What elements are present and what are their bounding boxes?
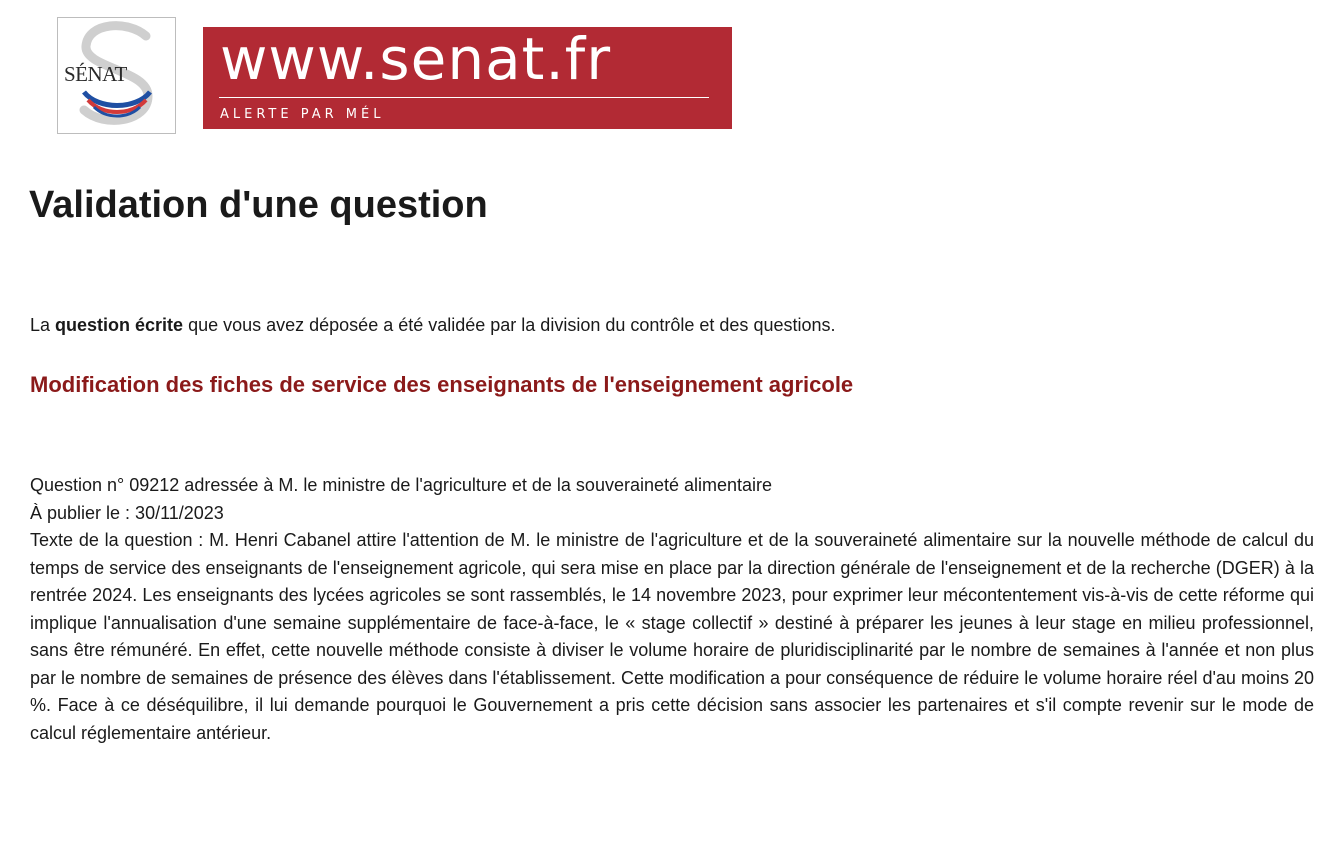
page-title: Validation d'une question	[29, 184, 488, 226]
intro-after: que vous avez déposée a été validée par la division du contrôle et des questions.	[183, 315, 836, 335]
question-number-line: Question n° 09212 adressée à M. le ministre de l'agriculture et de la souveraineté alimentaire	[30, 475, 773, 495]
question-text: Texte de la question : M. Henri Cabanel attire l'attention de M. le ministre de l'agriculture et de la souveraineté alimentaire sur la nouvelle méthode de calcul du temps de service des enseignants de l'enseignement agricole, qui sera mise en place par la direction générale de l'enseignement et de la recherche (DGER) à la rentrée 2024. Les enseignants des lycées agricoles se sont rassemblés, le 14 novembre 2023, pour exprimer leur mécontentement vis-à-vis de cette réforme qui implique l'annualisation d'une semaine supplémentaire de face-à-face, le « stage collectif » destiné à préparer les jeunes à leur stage en milieu professionnel, sans être rémunéré. En effet, cette nouvelle méthode consiste à diviser le volume horaire de pluridisciplinarité par le nombre de semaines à l'année et non plus par le nombre de semaines de présence des élèves dans l'établissement. Cette modification a pour conséquence de réduire le volume horaire réel d'au moins 20 %. Face à ce déséquilibre, il lui demande pourquoi le Gouvernement a pris cette décision sans associer les partenaires et s'il compte revenir sur le mode de calcul réglementaire antérieur.	[30, 530, 1314, 743]
senat-logo	[57, 17, 176, 134]
question-title: Modification des fiches de service des enseignants de l'enseignement agricole	[30, 372, 854, 397]
intro-bold: question écrite	[55, 315, 184, 335]
banner-subtitle: ALERTE PAR MÉL	[220, 107, 385, 122]
publish-date-line: À publier le : 30/11/2023	[30, 502, 224, 523]
intro-before: La	[30, 315, 56, 335]
senat-banner	[203, 27, 732, 129]
banner-divider	[219, 97, 709, 98]
intro-paragraph	[30, 315, 836, 336]
email-header	[57, 17, 757, 137]
question-details	[30, 472, 1314, 747]
logo-text: SÉNAT	[64, 62, 127, 86]
banner-url: www.senat.fr	[220, 25, 612, 93]
